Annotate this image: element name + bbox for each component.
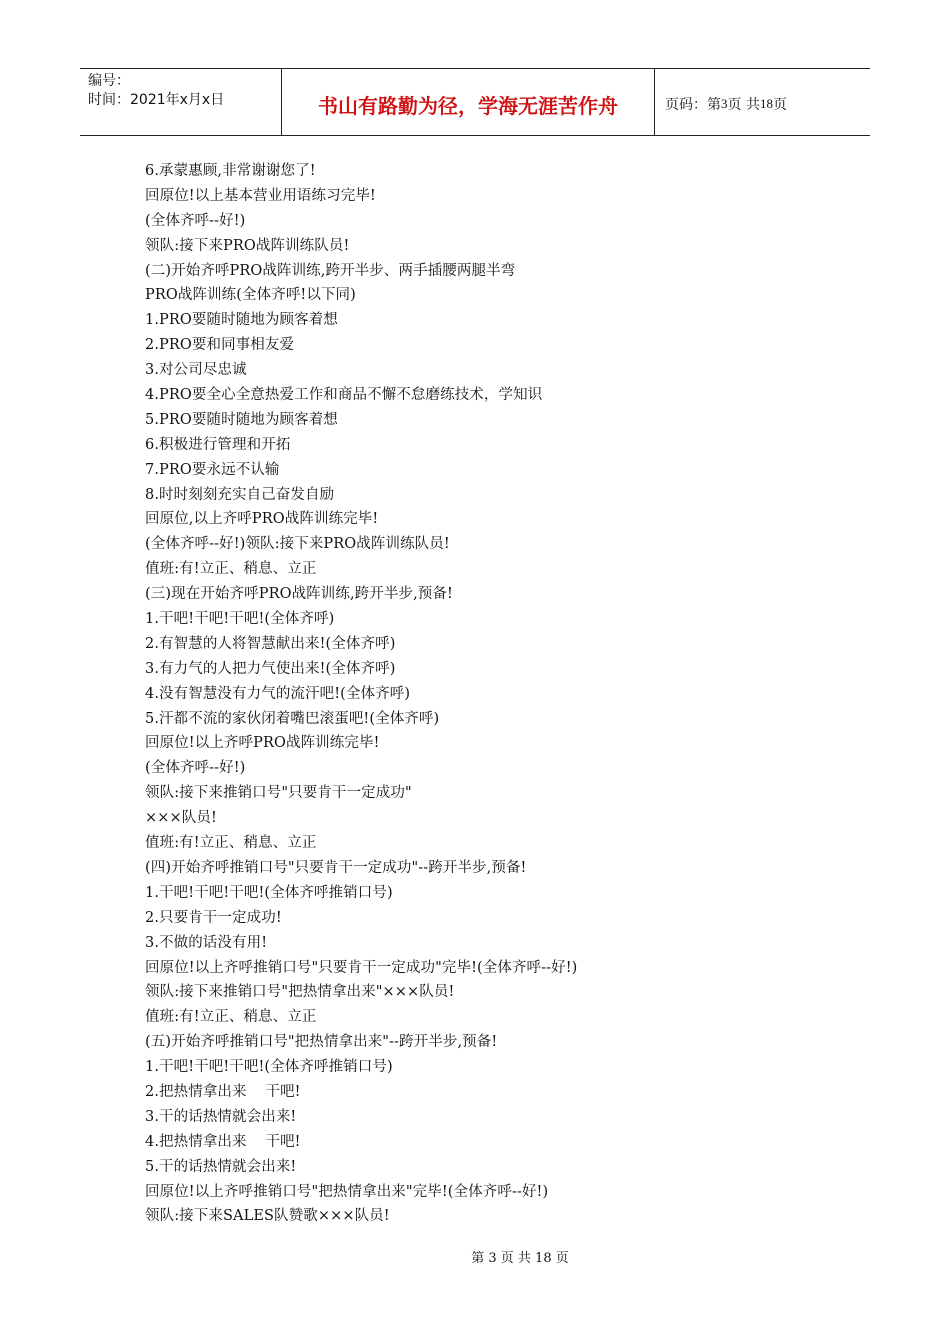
text-line: 值班:有!立正、稍息、立正 xyxy=(145,1009,317,1026)
text-line: 5.PRO要随时随地为顾客着想 xyxy=(145,411,338,428)
text-line: (五)开始齐呼推销口号"把热情拿出来"--跨开半步,预备! xyxy=(145,1034,498,1051)
text-line: 4.把热情拿出来 干吧! xyxy=(145,1133,301,1150)
header-meta xyxy=(80,69,282,135)
text-line: 回原位!以上齐呼PRO战阵训练完毕! xyxy=(145,735,380,752)
text-line: (全体齐呼--好!) xyxy=(145,760,246,777)
text-line: 3.对公司尽忠诚 xyxy=(145,362,247,379)
text-line: 1.干吧!干吧!干吧!(全体齐呼推销口号) xyxy=(145,884,393,901)
text-line: 1.干吧!干吧!干吧!(全体齐呼推销口号) xyxy=(145,1059,393,1076)
text-line: 领队:接下来SALES队赞歌×××队员! xyxy=(145,1208,390,1225)
text-line: 领队:接下来推销口号"把热情拿出来"×××队员! xyxy=(145,984,455,1001)
text-line: 领队:接下来推销口号"只要肯干一定成功" xyxy=(145,785,412,802)
text-line: 回原位!以上基本营业用语练习完毕! xyxy=(145,187,376,204)
text-line: 2.把热情拿出来 干吧! xyxy=(145,1083,301,1100)
page-prefix: 页码：第 xyxy=(665,97,721,113)
text-line: 4.PRO要全心全意热爱工作和商品不懈不怠磨练技术，学知识 xyxy=(145,387,543,404)
text-line: 2.有智慧的人将智慧献出来!(全体齐呼) xyxy=(145,635,396,652)
text-line: 7.PRO要永远不认输 xyxy=(145,461,280,478)
text-line: (二)开始齐呼PRO战阵训练,跨开半步、两手插腰两腿半弯 xyxy=(145,262,516,279)
text-line: ×××队员! xyxy=(145,810,217,827)
text-line: (三)现在开始齐呼PRO战阵训练,跨开半步,预备! xyxy=(145,586,453,603)
text-line: 1.干吧!干吧!干吧!(全体齐呼) xyxy=(145,611,335,628)
text-line: 6.承蒙惠顾,非常谢谢您了! xyxy=(145,163,316,179)
text-line: (全体齐呼--好!) xyxy=(145,212,246,229)
text-line: 6.积极进行管理和开拓 xyxy=(145,436,291,453)
text-line: 回原位,以上齐呼PRO战阵训练完毕! xyxy=(145,511,379,528)
number-label: 编号： xyxy=(88,73,130,89)
text-line: 3.不做的话没有用! xyxy=(145,934,268,951)
document-body xyxy=(145,159,845,1229)
page-header xyxy=(80,68,870,136)
page-footer: 第 3 页 共 18 页 xyxy=(471,1251,569,1266)
text-line: PRO战阵训练(全体齐呼!以下同) xyxy=(145,287,356,304)
text-line: 1.PRO要随时随地为顾客着想 xyxy=(145,312,338,329)
header-page-info xyxy=(655,69,870,135)
text-line: 2.只要肯干一定成功! xyxy=(145,909,282,926)
text-line: 值班:有!立正、稍息、立正 xyxy=(145,835,317,852)
text-line: 3.干的话热情就会出来! xyxy=(145,1108,297,1125)
text-line: 2.PRO要和同事相友爱 xyxy=(145,337,295,354)
text-line: 3.有力气的人把力气使出来!(全体齐呼) xyxy=(145,660,396,677)
text-line: (全体齐呼--好!)领队:接下来PRO战阵训练队员! xyxy=(145,536,450,553)
text-line: 领队:接下来PRO战阵训练队员! xyxy=(145,237,350,254)
text-line: 值班:有!立正、稍息、立正 xyxy=(145,561,317,578)
text-line: 回原位!以上齐呼推销口号"把热情拿出来"完毕!(全体齐呼--好!) xyxy=(145,1183,549,1200)
page-middle: 页 共 xyxy=(727,97,760,113)
header-motto: 书山有路勤为径，学海无涯苦作舟 xyxy=(282,69,655,135)
text-line: 回原位!以上齐呼推销口号"只要肯干一定成功"完毕!(全体齐呼--好!) xyxy=(145,959,578,976)
page-total: 18 xyxy=(759,96,773,111)
text-line: 5.干的话热情就会出来! xyxy=(145,1158,297,1175)
text-line: 4.没有智慧没有力气的流汗吧!(全体齐呼) xyxy=(145,685,411,702)
page-suffix: 页 xyxy=(772,97,787,113)
text-line: (四)开始齐呼推销口号"只要肯干一定成功"--跨开半步,预备! xyxy=(145,859,527,876)
time-label: 时间：2021年x月x日 xyxy=(88,92,225,108)
page-current: 3 xyxy=(721,96,728,111)
text-line: 5.汗都不流的家伙闭着嘴巴滚蛋吧!(全体齐呼) xyxy=(145,710,440,727)
text-line: 8.时时刻刻充实自己奋发自励 xyxy=(145,486,335,503)
